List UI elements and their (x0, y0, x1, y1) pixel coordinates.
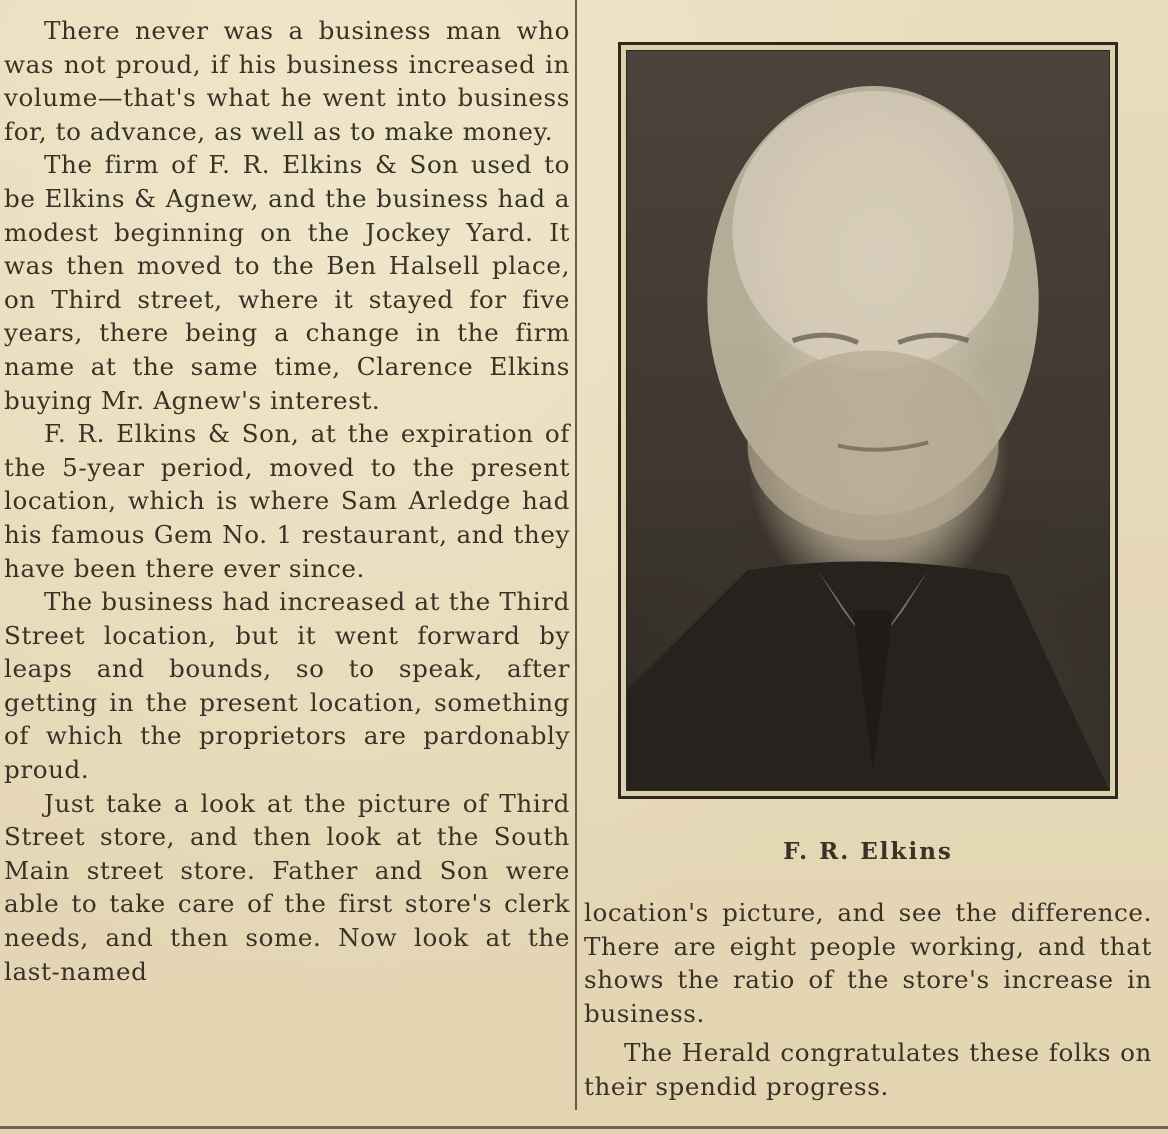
portrait-frame (618, 42, 1118, 799)
article-paragraph: F. R. Elkins & Son, at the expiration of the 5-year period, moved to the present location, which is where Sam Arledge had his famous Gem No. 1 restaurant, and they have been there ever since. (4, 419, 570, 583)
article-left-column (4, 14, 570, 988)
portrait-photo (626, 50, 1110, 791)
bottom-rule (0, 1126, 1168, 1129)
article-paragraph: The Herald congratulates these folks on their spendid progress. (584, 1038, 1152, 1101)
article-paragraph: The firm of F. R. Elkins & Son used to be Elkins & Agnew, and the business had a modest beginning on the Jockey Yard. It was then moved to the Ben Halsell place, on Third street, where it stayed for five years, there being a change in the firm name at the same time, Clarence Elkins buying Mr. Agnew's interest. (4, 150, 570, 415)
portrait-illustration (627, 51, 1109, 790)
article-paragraph: There never was a business man who was not proud, if his business increased in volume—that's what he went into business for, to advance, as well as to make money. (4, 16, 570, 146)
article-right-column (584, 896, 1152, 1104)
portrait-caption: F. R. Elkins (783, 838, 953, 865)
article-paragraph: location's picture, and see the difference. There are eight people working, and that shows the ratio of the store's increase in business. (584, 898, 1152, 1028)
column-divider (575, 0, 577, 1110)
article-paragraph: The business had increased at the Third Street location, but it went forward by leaps and bounds, so to speak, after getting in the present location, something of which the proprietors are pardonably proud. (4, 587, 570, 785)
article-paragraph: Just take a look at the picture of Third Street store, and then look at the South Main street store. Father and Son were able to take care of the first store's clerk needs, and then some. Now look at the last-named (4, 788, 570, 986)
